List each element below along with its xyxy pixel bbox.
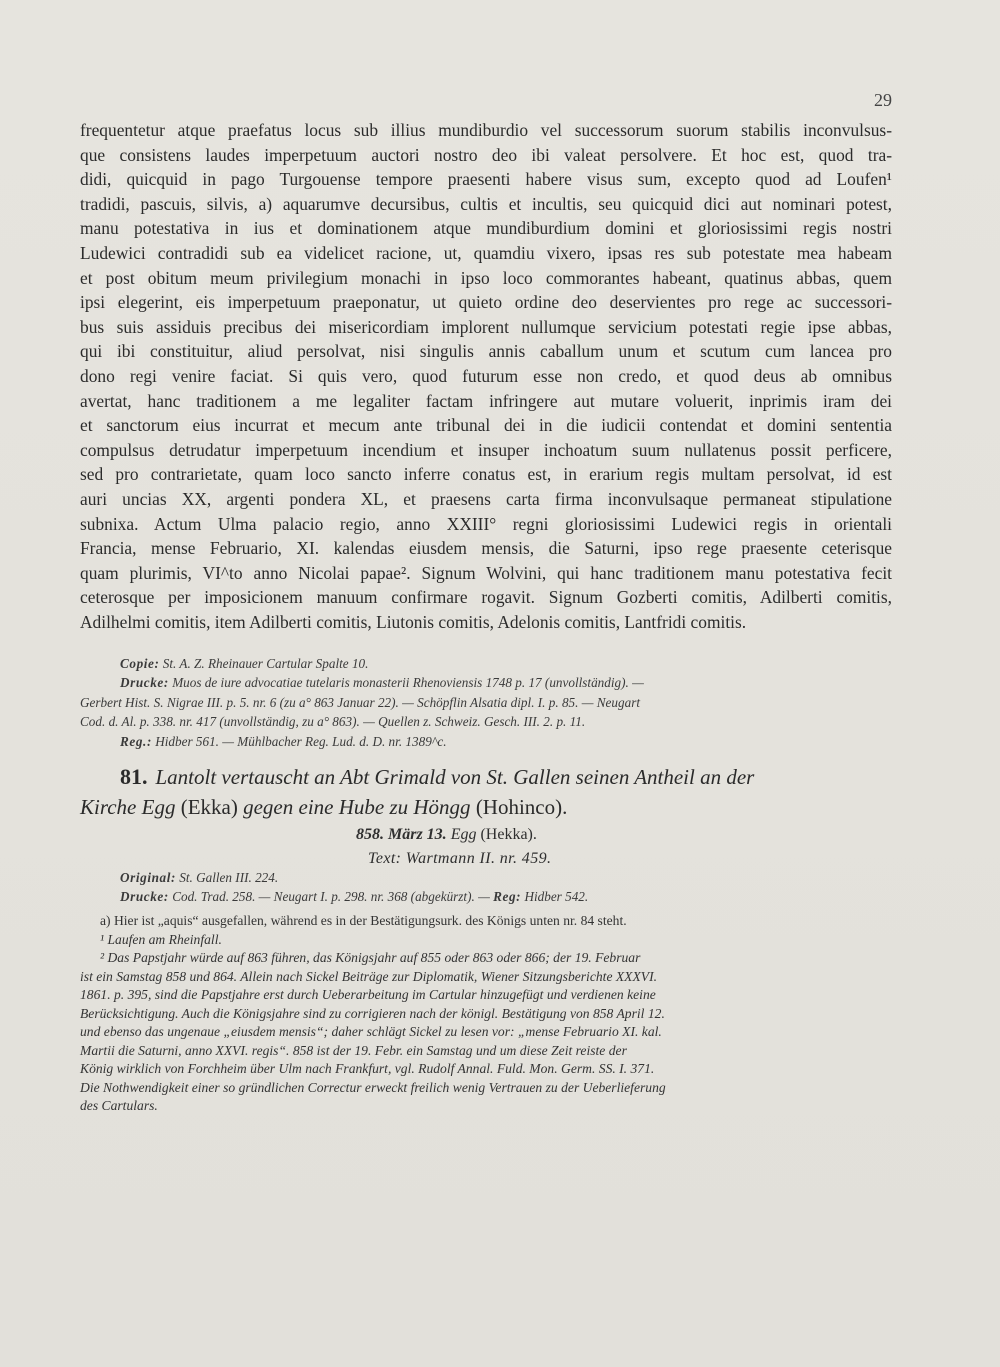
- copie-text: St. A. Z. Rheinauer Cartular Spalte 10.: [162, 656, 369, 671]
- entry-title-part2d: (Hohinco).: [475, 795, 568, 819]
- body-line: ipsi elegerint, eis imperpetuum praeponatur, ut quieto ordine deo deservientes pro rege ac successori-: [80, 292, 892, 313]
- footnote-2-continued: ist ein Samstag 858 und 864. Allein nach Sickel Beiträge zur Diplomatik, Wiener Sitzungsberichte XXXVI.: [80, 968, 658, 984]
- source-block: [80, 654, 892, 751]
- drucke-row-continued: Cod. d. Al. p. 338. nr. 417 (unvollständig, zu a° 863). — Quellen z. Schweiz. Gesch. III. 2. p. 11.: [80, 714, 586, 730]
- original-label: Original:: [120, 870, 176, 885]
- drucke-row: [80, 673, 892, 692]
- body-line: Adilhelmi comitis, item Adilberti comitis, Liutonis comitis, Adelonis comitis, Lantfridi comitis.: [80, 611, 747, 632]
- entry-year: 858.: [356, 826, 384, 843]
- reg-label: Reg.:: [120, 733, 152, 749]
- footnote-2-continued: König wirklich von Forchheim über Ulm nach Frankfurt, vgl. Rudolf Annal. Fuld. Mon. Germ. SS. I. 371.: [80, 1061, 655, 1076]
- entry-drucke-label: Drucke:: [120, 889, 169, 905]
- copie-row: [80, 654, 892, 673]
- footnote-2-continued: des Cartulars.: [80, 1098, 158, 1113]
- entry-number: 81.: [120, 764, 148, 789]
- footnote-2-continued: Die Nothwendigkeit einer so gründlichen Correctur erweckt freilich wenig Vertrauen zu der Ueberlieferung: [80, 1079, 666, 1095]
- footnote-1: ¹ Laufen am Rheinfall.: [100, 931, 222, 947]
- body-line: subnixa. Actum Ulma palacio regio, anno XXIII° regni gloriosissimi Ludewici regis in orientali: [80, 513, 892, 534]
- body-line: qui ibi constituitur, aliud persolvat, nisi singulis annis caballum unum et scutum cum lancea pro: [80, 341, 892, 362]
- body-line: Francia, mense Februario, XI. kalendas eiusdem mensis, die Saturni, ipso rege praesente ceterisque: [80, 538, 892, 559]
- footnote-2: ² Das Papstjahr würde auf 863 führen, das Königsjahr auf 855 oder 863 oder 866; der 19. Februar: [100, 950, 641, 965]
- entry-title-part2a: Kirche Egg: [80, 795, 176, 819]
- body-line: que consistens laudes imperpetuum auctori nostro deo ibi valeat persolvere. Et hoc est, quod tra-: [80, 144, 892, 165]
- entry-heading: [80, 762, 892, 822]
- body-line: manu potestativa in ius et dominationem atque mundiburdium domini et gloriosissimi regis nostri: [80, 218, 892, 239]
- entry-title-part1: Lantolt vertauscht an Abt Grimald von St. Gallen seinen Antheil an der: [155, 765, 755, 789]
- entry-sources: [80, 868, 892, 907]
- footnotes: [80, 912, 892, 1116]
- body-line: quam plurimis, VI^to anno Nicolai papae². Signum Wolvini, qui hanc traditionem manu potestativa fecit: [80, 562, 892, 583]
- body-line: compulsus detrudatur imperpetuum incendium et insuper inchoatum suum nullatenus possit perficere,: [80, 439, 892, 460]
- drucke-row-continued: Gerbert Hist. S. Nigrae III. p. 5. nr. 6 (zu a° 863 Januar 22). — Schöpflin Alsatia dipl. I. p. 85. — Neugart: [80, 694, 640, 710]
- body-line: sed pro contrarietate, quam loco sancto inferre conatus est, in erarium regis multam persolvat, id est: [80, 464, 892, 485]
- entry-place-orig: (Hekka).: [480, 826, 537, 843]
- drucke-label: Drucke:: [120, 675, 169, 691]
- page-number: 29: [874, 90, 892, 110]
- entry-reg-text: Hidber 542.: [524, 889, 589, 905]
- footnote-2-continued: und ebenso das ungenaue „eiusdem mensis“; daher schlägt Sickel zu lesen vor: „mense Februario XI. kal.: [80, 1024, 662, 1039]
- footnote-a: a) Hier ist „aquis“ ausgefallen, während es in der Bestätigungsurk. des Königs unten nr. 84 steht.: [100, 913, 627, 928]
- footnote-2-continued: Martii die Saturni, anno XXVI. regis“. 858 ist der 19. Febr. ein Samstag und um diese Zeit reiste der: [80, 1042, 627, 1058]
- original-text: St. Gallen III. 224.: [179, 870, 279, 885]
- body-line: didi, quicquid in pago Turgouense tempore praesenti habere visus sum, excepto quod ad Loufen¹: [80, 169, 892, 190]
- entry-reg-label: Reg:: [493, 889, 522, 905]
- footnote-2-continued: 1861. p. 395, sind die Papstjahre erst durch Ueberarbeitung im Cartular hinzugefügt und verdienen keine: [80, 987, 656, 1002]
- reg-text: Hidber 561. — Mühlbacher Reg. Lud. d. D. nr. 1389^c.: [155, 733, 447, 749]
- footnote-2-continued: Berücksichtigung. Auch die Königsjahre sind zu corrigieren nach der königl. Bestätigung von 858 April 12.: [80, 1005, 665, 1021]
- entry-month: März 13.: [388, 826, 447, 843]
- original-row: [80, 868, 892, 887]
- entry-title-part2b: (Ekka): [180, 795, 238, 819]
- reg-row: [80, 732, 892, 751]
- body-line: frequentetur atque praefatus locus sub illius mundiburdio vel successorum suorum stabilis inconvulsus-: [80, 120, 892, 140]
- drucke-text: Muos de iure advocatiae tutelaris monasterii Rhenoviensis 1748 p. 17 (unvollständig). —: [172, 675, 644, 691]
- body-line: dono regi venire faciat. Si quis vero, quod futurum esse non credo, et quod deus ab omnibus: [80, 365, 892, 386]
- body-line: avertat, hanc traditionem a me legaliter factam infringere aut mutare voluerit, inprimis iram dei: [80, 390, 892, 411]
- entry-dateline: [356, 826, 537, 844]
- entry-drucke-row: [80, 887, 892, 906]
- entry-place: Egg: [450, 826, 477, 843]
- body-line: et sanctorum eius incurrat et mecum ante tribunal dei in die iudicii contendat et domini sententia: [80, 415, 892, 436]
- entry-drucke-text: Cod. Trad. 258. — Neugart I. p. 298. nr. 368 (abgekürzt). —: [172, 889, 490, 905]
- body-line: bus suis assiduis precibus dei misericordiam implorent nullumque servicium potestati regie ipse abbas,: [80, 316, 892, 337]
- body-line: ceterosque per imposicionem manuum confirmare rogavit. Signum Gozberti comitis, Adilberti comitis,: [80, 587, 892, 608]
- entry-title-part2c: gegen eine Hube zu Höngg: [243, 795, 471, 819]
- body-line: et post obitum meum privilegium monachi in ipso loco commorantes habeant, quatinus abbas, quem: [80, 267, 892, 288]
- entry-text-ref: Text: Wartmann II. nr. 459.: [368, 850, 552, 867]
- entry-heading-line1: [80, 762, 892, 792]
- body-line: tradidi, pascuis, silvis, a) aquarumve decursibus, cultis et incultis, seu quicquid dici aut nominari potest,: [80, 193, 892, 214]
- entry-heading-line2: [80, 792, 892, 822]
- copie-label: Copie:: [120, 656, 160, 671]
- charter-body-text: [80, 118, 892, 634]
- body-line: auri uncias XX, argenti pondera XL, et praesens carta firma inconvulsaque permaneat stipulatione: [80, 488, 892, 509]
- body-line: Ludewici contradidi sub ea videlicet racione, ut, quamdiu vixero, ipsas res sub potestate mea habeam: [80, 242, 892, 263]
